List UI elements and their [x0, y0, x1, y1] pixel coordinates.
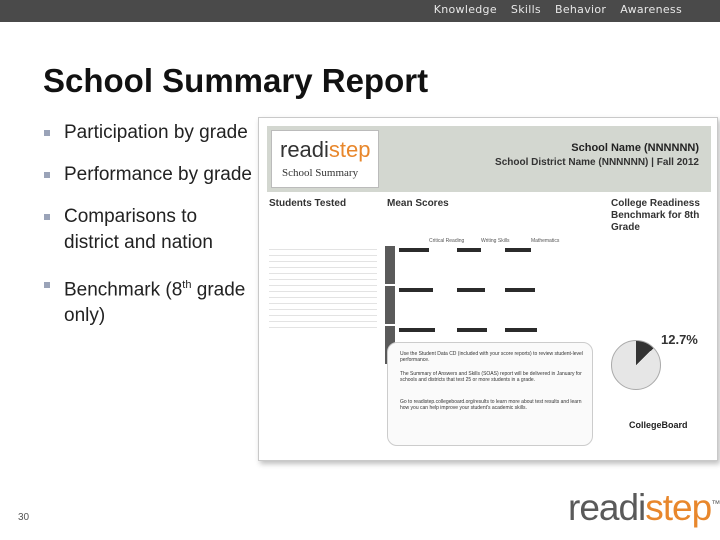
bullet-marker: [44, 282, 50, 288]
bullet-marker: [44, 130, 50, 136]
bullet-participation: [44, 120, 254, 146]
report-tips-box: [387, 342, 593, 446]
nav-item-knowledge[interactable]: Knowledge: [433, 3, 497, 16]
tip-3: Go to readistep.collegeboard.org/results to learn more about test results and learn how you can help improve your student's academic skills.: [400, 399, 582, 411]
bullet-text: Participation by grade: [64, 122, 248, 143]
col-header-math: Mathematics: [531, 238, 560, 244]
bullet-text: [64, 272, 254, 329]
college-readiness-heading: College Readiness Benchmark for 8th Grade: [611, 198, 700, 233]
brand-tm: ™: [711, 498, 720, 509]
bullet-marker: [44, 214, 50, 220]
bullet-text: Comparisons to district and nation: [64, 206, 213, 253]
report-logo-wordmark: readistep: [280, 137, 371, 162]
bullet-text-end: grade only): [64, 279, 246, 327]
students-tested-heading: Students Tested: [269, 198, 347, 209]
brand-accent: step: [645, 487, 712, 528]
bullet-text-start: Benchmark (8: [64, 279, 183, 301]
nav-item-skills[interactable]: Skills: [510, 3, 541, 16]
benchmark-percent: 12.7%: [661, 332, 698, 347]
nav-item-behavior[interactable]: Behavior: [554, 3, 607, 16]
col-header-reading: Critical Reading: [429, 238, 465, 244]
report-thumbnail: [258, 117, 718, 461]
students-tested-table: [269, 244, 377, 328]
bullet-text: Performance by grade: [64, 164, 252, 185]
tip-1: Use the Student Data CD (included with your score reports) to review student-level performance.: [400, 351, 583, 363]
tip-2: The Summary of Answers and Skills (SOAS) report will be delivered in January for schools and districts that test 25 or more students in a grade.: [400, 371, 582, 383]
benchmark-pie: [611, 340, 661, 390]
readistep-logo: [568, 487, 719, 529]
school-name: School Name (NNNNNN): [571, 142, 699, 154]
report-logo-subtitle: School Summary: [282, 167, 359, 179]
grade-band-7: [385, 286, 395, 324]
report-school-name: [495, 142, 699, 168]
collegeboard-logo: CollegeBoard: [629, 420, 688, 430]
mean-scores-heading: Mean Scores: [387, 198, 449, 209]
top-nav: [434, 3, 682, 16]
report-logo: [271, 130, 379, 188]
bullet-comparisons: [44, 204, 254, 256]
report-header: [267, 126, 711, 192]
district-line: School District Name (NNNNNN) | Fall 2012: [495, 157, 699, 168]
slide-number: 30: [18, 512, 30, 523]
bullet-superscript: th: [182, 279, 192, 291]
brand-pre: readi: [568, 487, 646, 528]
top-bar: [0, 0, 720, 22]
col-header-writing: Writing Skills: [481, 238, 510, 244]
bullet-marker: [44, 172, 50, 178]
bullet-performance: [44, 162, 254, 188]
bullet-benchmark: [44, 272, 254, 329]
grade-band-6: [385, 246, 395, 284]
nav-item-awareness[interactable]: Awareness: [620, 3, 682, 16]
bullet-list: [44, 120, 254, 345]
slide-title: School Summary Report: [43, 62, 429, 99]
